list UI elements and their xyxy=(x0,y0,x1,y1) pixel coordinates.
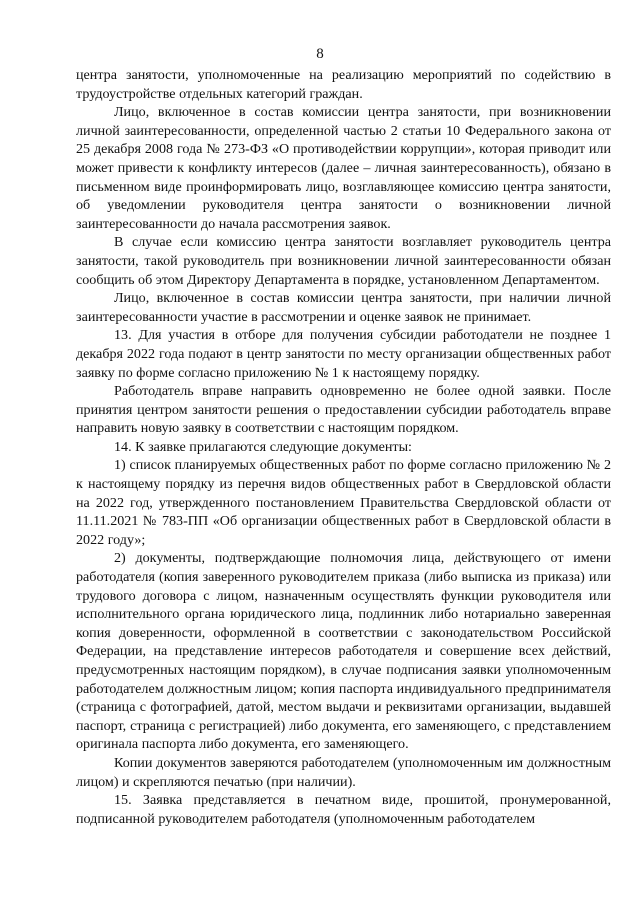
paragraph-one-application: Работодатель вправе направить одновременно не более одной заявки. После принятия центром занятости решения о предоставлении субсидии работодатель вправе направить новую заявку в соответствии с настоящим порядком. xyxy=(76,383,611,437)
paragraph-copies-certified: Копии документов заверяются работодателем (уполномоченным им должностным лицом) и скрепляются печатью (при наличии). xyxy=(76,754,611,790)
page-number: 8 xyxy=(316,46,324,62)
paragraph-item-13: 13. Для участия в отборе для получения субсидии работодатели не позднее 1 декабря 2022 года подают в центр занятости по месту организации общественных работ заявку по форме согласно приложению № 1 к настоящему порядку. xyxy=(76,327,611,381)
paragraph-head-of-center: В случае если комиссию центра занятости возглавляет руководитель центра занятости, такой руководитель при возникновении личной заинтересованности обязан сообщить об этом Директору Департамента в порядке, установленном Департаментом. xyxy=(76,234,611,288)
paragraph-item-14-2: 2) документы, подтверждающие полномочия лица, действующего от имени работодателя (копия заверенного руководителем приказа (либо выписка из приказа) или трудового договора с лицом, назначенным осуществлять функции руководителя или исполнительного органа юридического лица, подлинник либо нотариально заверенная копия доверенности, оформленной в соответствии с законодательством Российской Федерации, на представление интересов работодателя и совершение всех действий, предусмотренных настоящим порядком), в случае подписания заявки уполномоченным работодателем должностным лицом; копия паспорта индивидуального предпринимателя (страница с фотографией, датой, местом выдачи и реквизитами организации, выдавшей паспорт, страница с регистрацией) либо документа, его заменяющего, с представлением оригинала паспорта либо документа, его заменяющего. xyxy=(76,550,611,753)
paragraph-continuation: центра занятости, уполномоченные на реализацию мероприятий по содействию в трудоустройстве отдельных категорий граждан. xyxy=(76,67,611,102)
paragraph-recusal: Лицо, включенное в состав комиссии центра занятости, при наличии личной заинтересованности участие в рассмотрении и оценке заявок не принимает. xyxy=(76,290,611,325)
document-body xyxy=(76,66,611,828)
paragraph-item-14: 14. К заявке прилагаются следующие документы: xyxy=(114,438,412,455)
paragraph-item-15: 15. Заявка представляется в печатном виде, прошитой, пронумерованной, подписанной руководителем работодателя (уполномоченным работодателем xyxy=(76,792,611,827)
paragraph-item-14-1: 1) список планируемых общественных работ по форме согласно приложению № 2 к настоящему порядку из перечня видов общественных работ в Свердловской области на 2022 год, утвержденного постановлением Правительства Свердловской области от 11.11.2021 № 783-ПП «Об организации общественных работ в Свердловской области в 2022 году»; xyxy=(76,457,611,548)
paragraph-conflict-of-interest: Лицо, включенное в состав комиссии центра занятости, при возникновении личной заинтересованности, определенной частью 2 статьи 10 Федерального закона от 25 декабря 2008 года № 273-ФЗ «О противодействии коррупции», которая приводит или может привести к конфликту интересов (далее – личная заинтересованность), обязано в письменном виде проинформировать лицо, возглавляющее комиссию центра занятости, об уведомлении руководителя центра занятости о возникновении личной заинтересованности до начала рассмотрения заявок. xyxy=(76,104,611,232)
